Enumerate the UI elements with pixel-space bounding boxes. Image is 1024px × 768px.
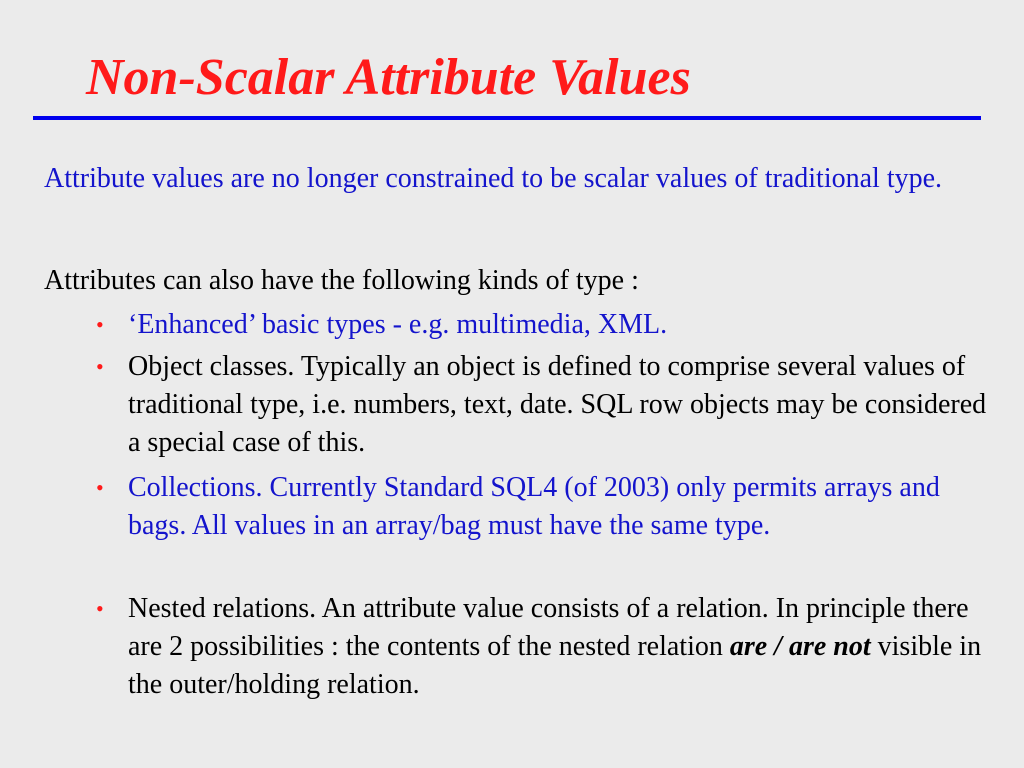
bullet-collections [90,469,995,545]
bullet-dot-icon: • [96,596,104,621]
slide-title: Non-Scalar Attribute Values [86,49,691,106]
bullet-text: Object classes. Typically an object is defined to comprise several values of traditional type, i.e. numbers, text, date. SQL row objects may be considered a special case of this. [128,351,987,458]
bullet-emphasis: are / are not [729,631,871,662]
bullet-dot-icon: • [96,475,104,500]
bullet-text: Collections. Currently Standard SQL4 (of 2003) only permits arrays and bags. All values in an array/bag must have the same type. [128,472,940,541]
paragraph-scalar-constraint: Attribute values are no longer constrained to be scalar values of traditional type. [44,163,943,194]
bullet-text-before: Nested relations. An attribute value consists of a relation. In principle there are 2 possibilities : the contents of the nested relation [128,593,969,662]
bullet-dot-icon: • [96,354,104,379]
bullet-nested-relations [90,590,995,704]
bullet-text-after: visible in the outer/holding relation. [128,631,982,700]
bullet-dot-icon: • [96,312,104,337]
title-divider [33,116,981,120]
bullet-text: ‘Enhanced’ basic types - e.g. multimedia, XML. [128,309,668,340]
paragraph-kinds-of-type: Attributes can also have the following kinds of type : [44,265,639,296]
bullet-enhanced-basic-types [90,306,995,344]
bullet-object-classes [90,348,995,462]
